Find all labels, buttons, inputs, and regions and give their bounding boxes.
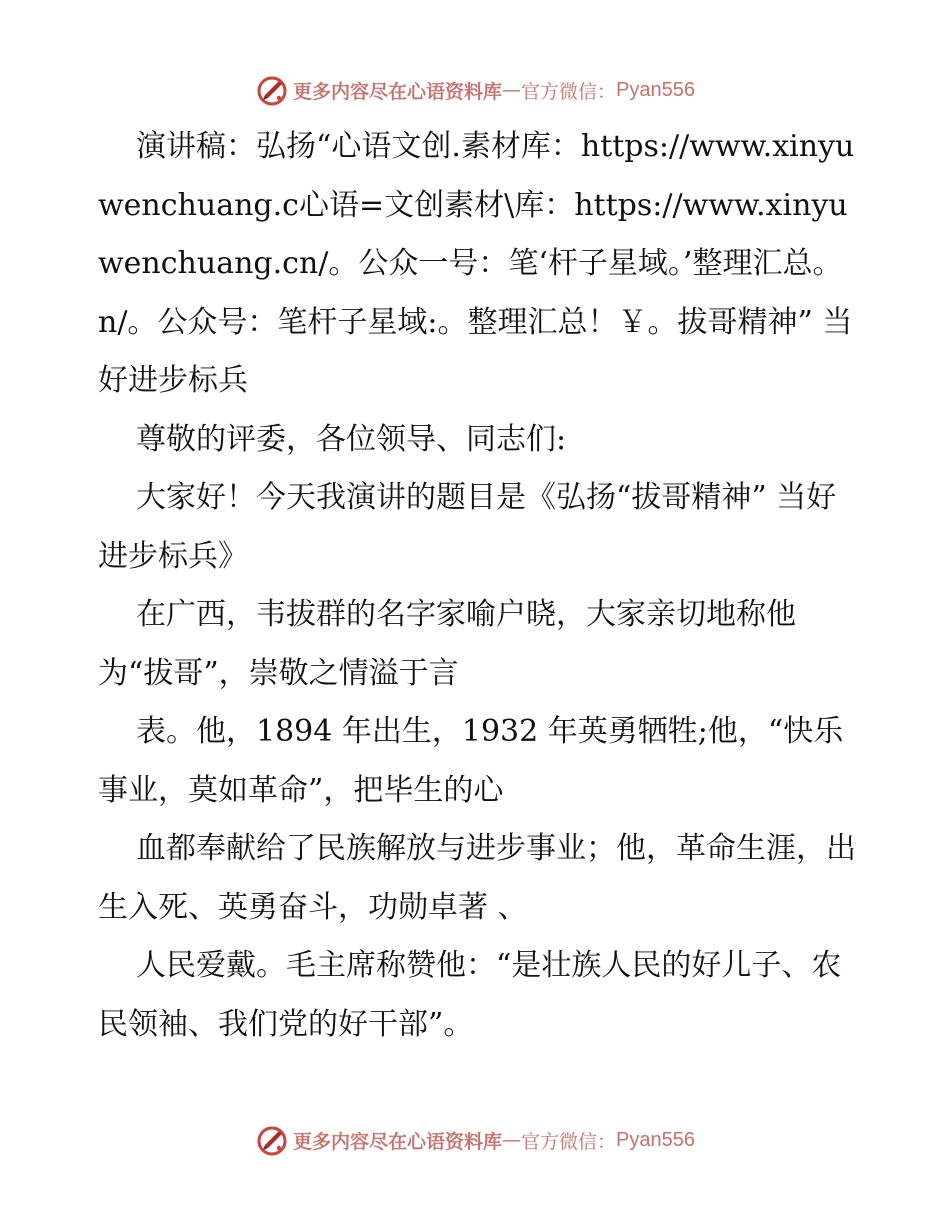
header-dash: — [502,79,522,101]
paragraph-title: 演讲稿：弘扬“心语文创.素材库：https://www.xinyuwenchuang.c心语=文创素材\库：https://www.xinyuwenchuang.cn/。公众一号：笔‘杆子星域。’整理汇总。n/。公众号：笔杆子星域:。整理汇总！￥。拔哥精神” 当好进步标兵 [98,129,855,398]
paragraph-intro: 大家好！今天我演讲的题目是《弘扬“拔哥精神” 当好进步标兵》 [98,480,837,574]
paragraph-body-3: 血都奉献给了民族解放与进步事业；他，革命生涯，出生入死、英勇奋斗，功勋卓著 、 [98,831,856,925]
header-wechat-label: 官方微信： [521,80,617,103]
paragraph-body-4: 人民爱戴。毛主席称赞他：“是壮族人民的好儿子、农民领袖、我们党的好干部”。 [98,948,842,1042]
paragraph-salutation: 尊敬的评委，各位领导、同志们: [136,421,567,457]
header-wechat-id: Pyan556 [616,78,695,101]
logo-icon [255,73,289,107]
paragraph-body-1: 在广西，韦拔群的名字家喻户晓，大家亲切地称他为“拔哥”，崇敬之情溢于言 [98,597,796,691]
footer-wechat-label: 官方微信： [521,1130,617,1153]
footer-banner [0,1120,950,1160]
footer-wechat-id: Pyan556 [616,1128,695,1151]
logo-icon [255,1123,289,1157]
footer-dash: — [502,1129,522,1151]
header-banner [0,70,950,110]
paragraph-body-2: 表。他，1894 年出生，1932 年英勇牺牲;他，“快乐事业，莫如革命”，把毕生的心 [98,714,844,808]
document-body [98,118,858,1054]
header-banner-text: 更多内容尽在心语资料库 [293,80,503,103]
footer-banner-text: 更多内容尽在心语资料库 [293,1130,503,1153]
